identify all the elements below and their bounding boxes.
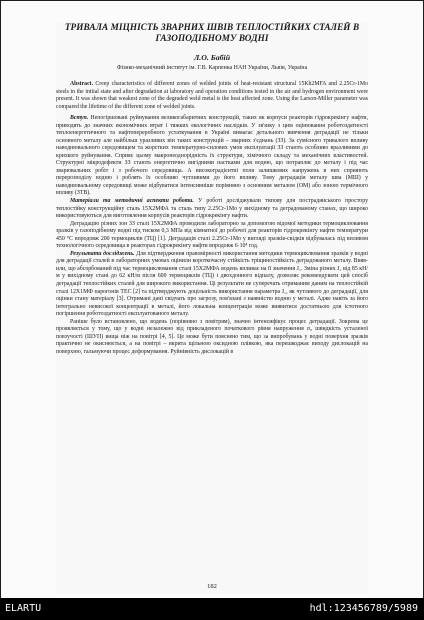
closing-paragraph: Раніше було встановлено, що водень (порівняно з повітрям), значно інтенсифікує процес деградації. Зокрема це проявляється у тому, що у водні незалежно від прикладеного початкового рівня напруження σ₀ швидкість усталеної повзучості (ШУП) вища ніж на повітрі [4, 5]. Це може бути пояснено тим, що за випробувань у водні поверхня зразків практично не окиснюється, а на повітрі – вкрита щільною оксидною плівкою, яка перешкоджає виходу дислокацій на поверхню, гальмуючи процес деформування. Руйнівність дислокацій в <box>56 318 368 355</box>
paper-page <box>56 22 368 594</box>
results-paragraph <box>56 251 368 319</box>
methods-heading: Матеріали та методичні аспекти роботи. <box>70 198 194 205</box>
methods-text: У роботі досліджували типову для пострадянського простору теплостійку конструкційну сталь 15Х2МФА та сталь типу 2.25Cr-1Mo у вихідному та деградованому станах, що широко використовуються для виготовлення корпусів реакторів гідрокрекінгу нафти. <box>56 198 368 220</box>
handle-identifier: hdl:123456789/5989 <box>309 603 418 614</box>
abstract <box>56 81 368 111</box>
intro-paragraph <box>56 115 368 198</box>
abstract-text: Creep characteristics of different zones of welded joints of heat-resistant structural 15Kh2MFA and 2.25Cr-1Mo steels in the initial state and after degradation at laboratory and operation conditions tested in the air and hydrogen environment were present. It was shown that weakest zone of the degraded weld metal is the heat affected zone. Using the Larson-Miller parameter was compared the lifetime of the different zone of welded joints. <box>56 81 368 110</box>
results-text: Для підтвердження правомірності використання методики термоциклювання зразків у водні для деградації сталей в лабораторних умовах оцінили короткочасну стійкість тріщиностійкість деградованого металу. Виявили, що абсорбований під час термоциклювання сталі 15Х2МФА водень впливає на її значення J₁. Зміна різних J₁ від 85 кН/м у вихідному стані до 62 кН/м після 600 термоциклів (ТЦ) і двохдонного відпалу, дозволяє рекомендувати цей спосіб деградації теплостійких сталей для широкого використання. Ці результати не суперечать отриманим даним на теплостійкій сталі 12Х1МФ парогонів ТЕС [2] та підтверджують доцільність використання параметра J₁, як чутливого до деградації, для оцінки стану матеріалу [3]. Отримані дані свідчать про загрозу, пов'язані з наявністю водню у металі. Адже навіть за його інтегрально невисокої концентрації в металі, його локальна концентрація може виявитися достатньою для істотного погіршення роботоздатності експлуатованого металу. <box>56 250 368 318</box>
page-number: 182 <box>207 583 217 590</box>
degradation-paragraph: Деградацію різних зон ЗЗ сталі 15Х2МФА проводили лабораторно за допомогою відомої методики термоциклювання зразків у газоподібному водні під тиском 0,3 МПа від кімнатної до робочої для реакторів гідрокрекінгу нафти температури 450 °С впродовж 200 термоциклів (ТЦ) [1]. Деградація сталі 2.25Cr-1Mo у вигляді зразків-свідків відбувалась під впливом технологічного середовища в реакторах гідрокрекінгу нафти впродовж 6·10⁴ год. <box>56 220 368 250</box>
results-heading: Результати досліджень. <box>70 250 135 257</box>
author-affiliation: Фізико-механічний інститут ім. Г.В. Карпенка НАН України, Львів, Україна <box>116 65 308 71</box>
intro-heading: Вступ. <box>70 115 89 121</box>
archive-footer-bar <box>0 598 424 620</box>
intro-text: Непогіршовані руйнування великогабаритних конструкцій, таких як корпуси реакторів гідрокрекінгу нафти, приводять до значних економічних втрат і тяжких екологічних наслідків. У зв'язку з цим оцінювання роботоздатності теплоенергетичного та нафтопереробного устаткування в Україні вимагає детального вивчення деградації не тільки основного металу але найбільш уразливих він таких конструкцій – зварних з'єднань (ЗЗ). За сумісного тривалого впливу наводнювального середовищем та жорстких температурно-силових умов експлуатації ЗЗ стають особливо вразливими до крихкого руйнування. Сприяє цьому макронеоднорідність їх структури, хімічного складу та механічних властивостей. Структурні мікродефекти ЗЗ стають енергетично вигідними пастками для водню, що потрапляє до металу і під час зварювальних робіт і з робочого середовища. А високоградієнтні поля залишкових напружень в них сприяють перерозподілу водню і роблять їх особливо чутливими до його впливу. Тому деградація металу шва (МШ) у наводнювальному середовищі може відбуватися інтенсивніше порівняно з основним металом (ОМ) або зоною термічного впливу (ЗТВ). <box>56 115 368 197</box>
author-name: Л.О. Бабій <box>193 53 231 62</box>
methods-paragraph <box>56 198 368 221</box>
abstract-label: Abstract. <box>70 81 94 87</box>
paper-title: ТРИВАЛА МІЦНІСТЬ ЗВАРНИХ ШВІВ ТЕПЛОСТІЙКИХ СТАЛЕЙ В ГАЗОПОДІБНОМУ ВОДНІ <box>64 22 360 43</box>
repository-name: ELARTU <box>5 603 42 614</box>
